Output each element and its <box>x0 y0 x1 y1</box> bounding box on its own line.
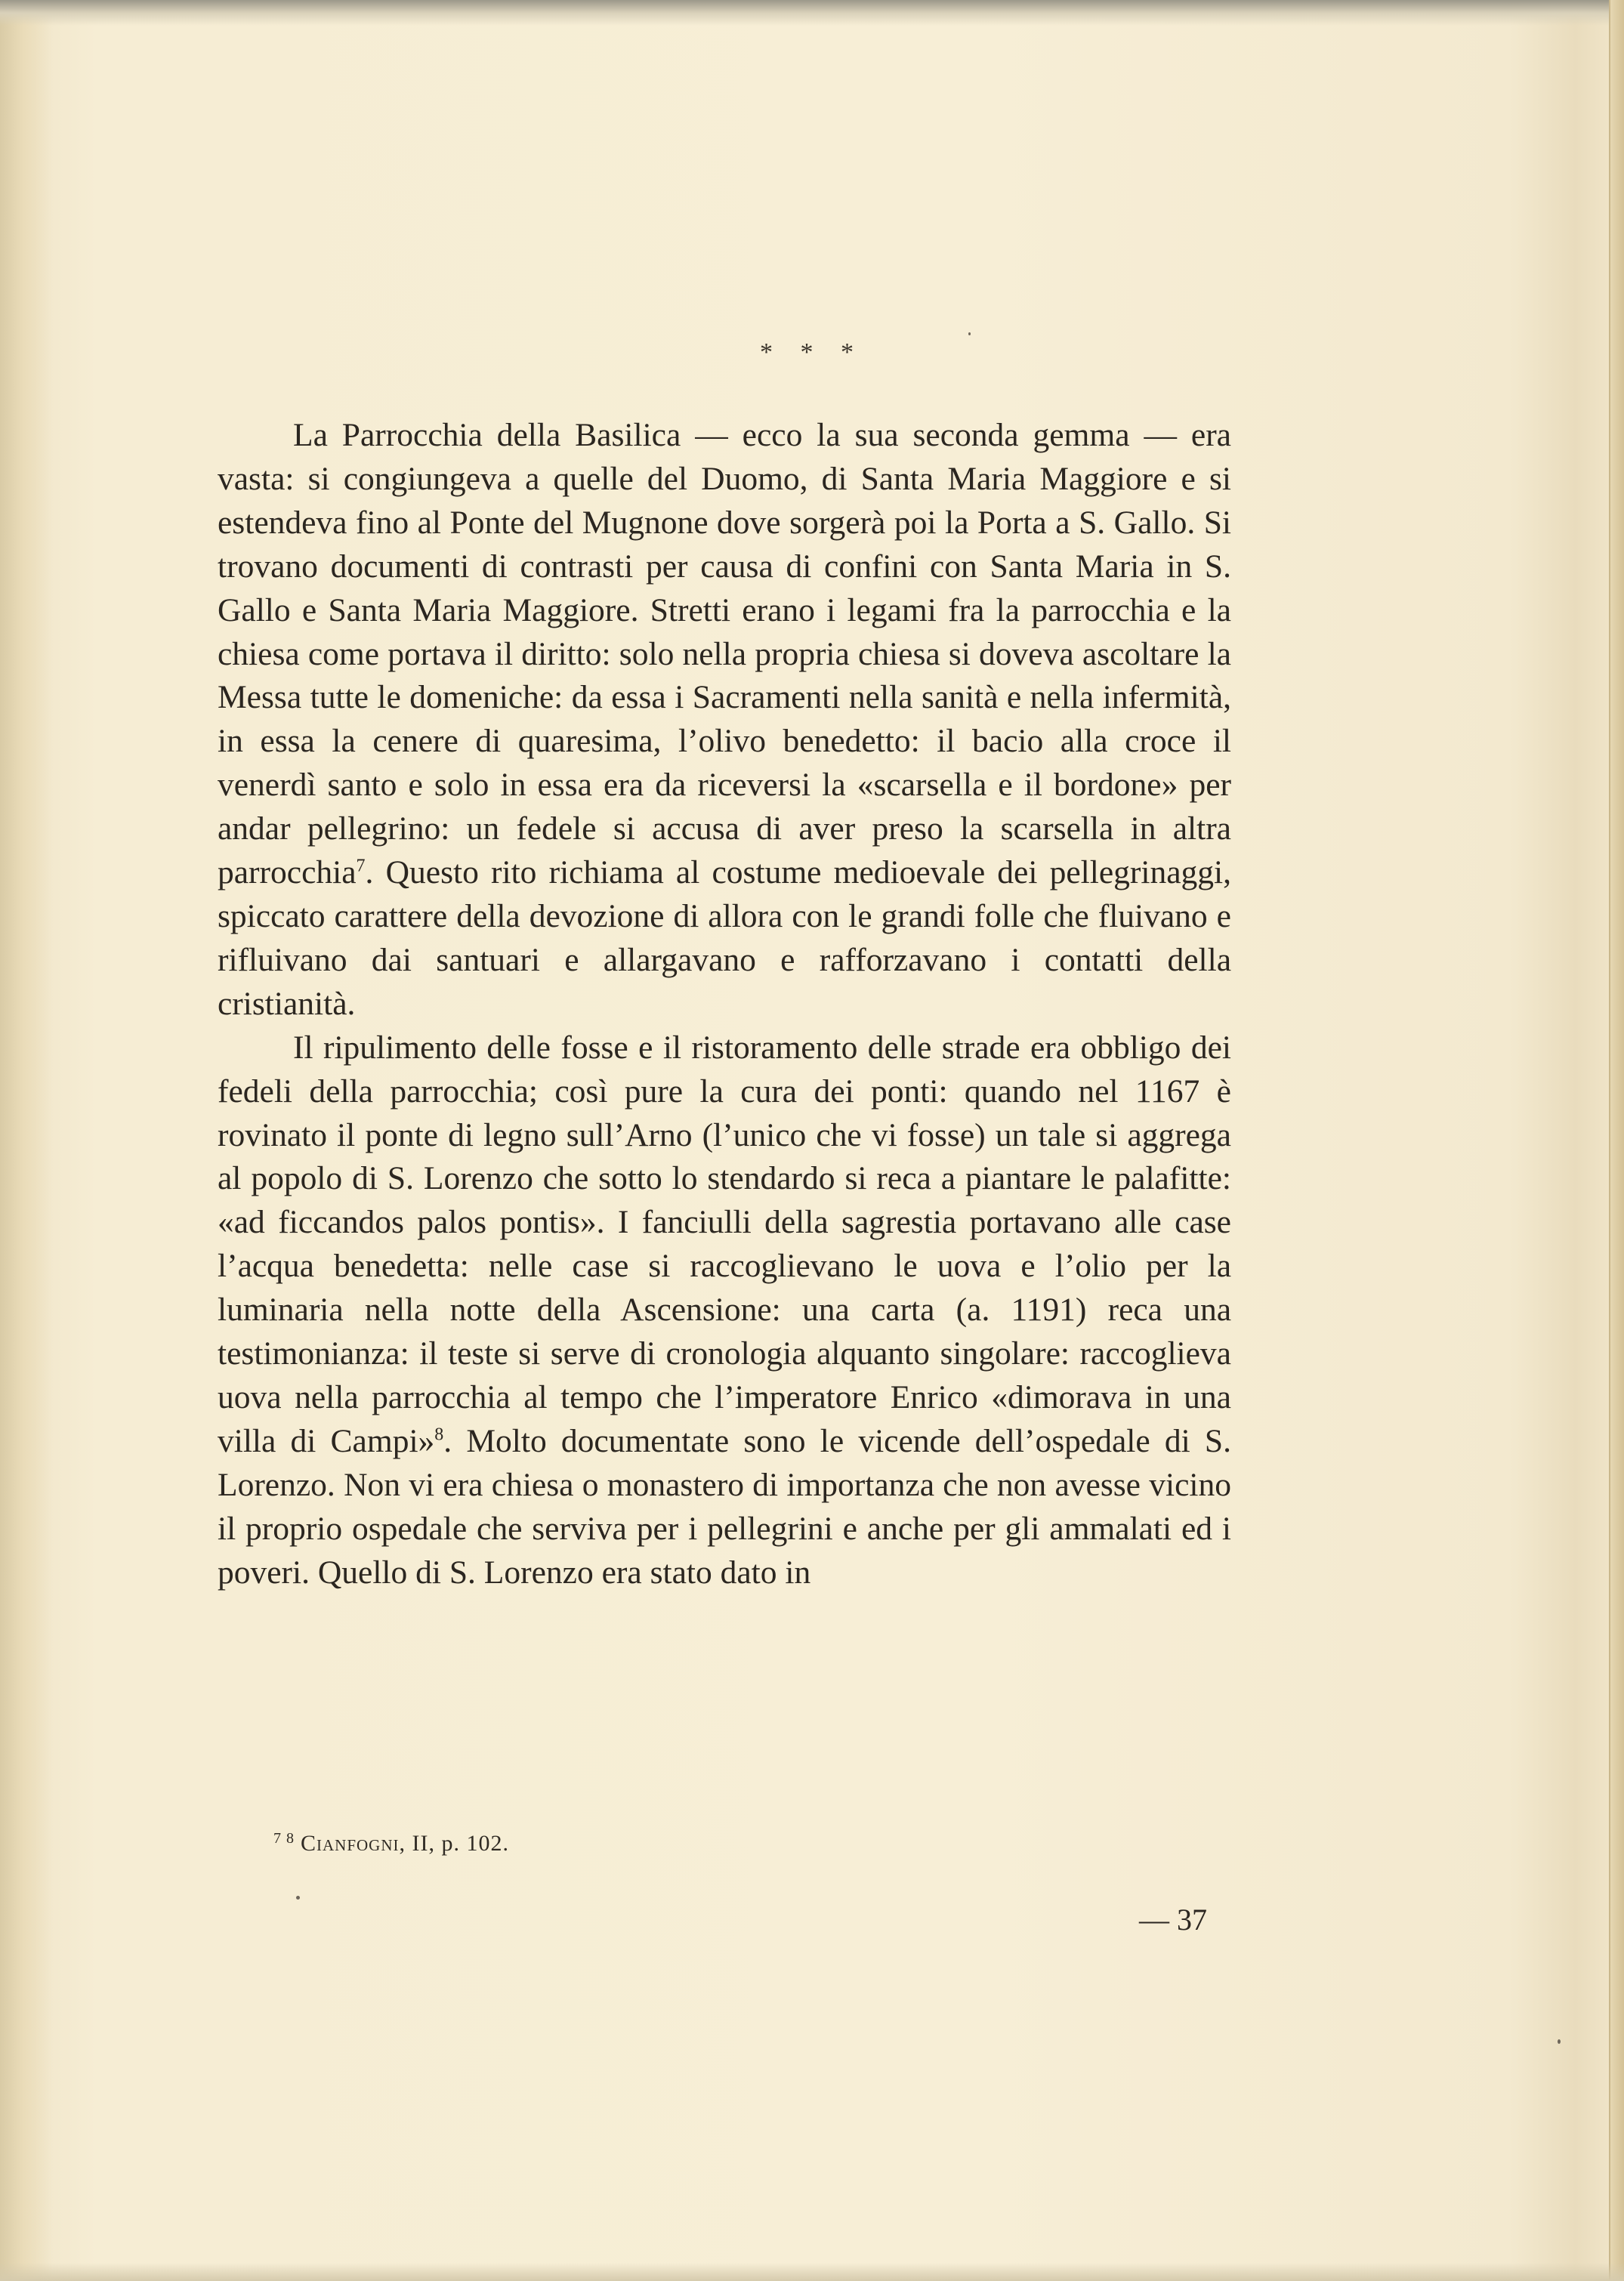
footnote-marks: 7 8 <box>273 1830 295 1847</box>
body-text <box>218 414 1231 1594</box>
paragraph-text-continued: . Molto documentate sono le vicende dell’ospedale di S. Lorenzo. Non vi era chiesa o monastero di importanza che non avesse vicino il proprio ospedale che serviva per i pellegrini e anche per gli ammalati ed i poveri. Quello di S. Lorenzo era stato dato in <box>218 1422 1231 1591</box>
paper-speck <box>968 332 971 335</box>
paragraph-text: La Parrocchia della Basilica — ecco la sua seconda gemma — era vasta: si congiungeva a quelle del Duomo, di Santa Maria Maggiore e si estendeva fino al Ponte del Mugnone dove sorgerà poi la Porta a S. Gallo. Si trovano documenti di contrasti per causa di confini con Santa Maria in S. Gallo e Santa Maria Maggiore. Stretti erano i legami fra la parrocchia e la chiesa come portava il diritto: solo nella propria chiesa si doveva ascoltare la Messa tutte le domeniche: da essa i Sacramenti nella sanità e nella infermità, in essa la cenere di quaresima, l’olivo benedetto: il bacio alla croce il venerdì santo e solo in essa era da riceversi la «scarsella e il bordone» per andar pellegrino: un fedele si accusa di aver preso la scarsella in altra parrocchia <box>218 417 1231 891</box>
paragraph <box>218 1026 1231 1595</box>
page-number: — 37 <box>1139 1903 1207 1937</box>
footnote-reference-text: , II, p. 102. <box>399 1831 509 1856</box>
paper-speck <box>1558 2039 1561 2044</box>
paragraph-text-continued: . Questo rito richiama al costume medioevale dei pellegrinaggi, spiccato carattere della devozione di allora con le grandi folle che fluivano e rifluivano dai santuari e allargavano e rafforzavano i contatti della cristianità. <box>218 854 1231 1022</box>
paper-speck <box>296 1896 300 1900</box>
footnote-reference: 8 <box>434 1424 444 1445</box>
footnote-reference: 7 <box>356 856 366 876</box>
paragraph <box>218 414 1231 1026</box>
footnote <box>273 1830 509 1857</box>
section-divider: * * * <box>760 338 864 366</box>
paragraph-text: Il ripulimento delle fosse e il ristoramento delle strade era obbligo dei fedeli della parrocchia; così pure la cura dei ponti: quando nel 1167 è rovinato il ponte di legno sull’Arno (l’unico che vi fosse) un tale si aggrega al popolo di S. Lorenzo che sotto lo stendardo si reca a piantare le palafitte: «ad ficcandos palos pontis». I fanciulli della sagrestia portavano alle case l’acqua benedetta: nelle case si raccoglievano le uova e l’olio per la luminaria nella notte della Ascensione: una carta (a. 1191) reca una testimonianza: il teste si serve di cronologia alquanto singolare: raccoglieva uova nella parrocchia al tempo che l’imperatore Enrico «dimorava in una villa di Campi» <box>218 1029 1231 1459</box>
footnote-author: Cianfogni <box>301 1831 400 1856</box>
page-bottom-edge <box>0 2263 1624 2281</box>
page-top-edge <box>0 0 1624 26</box>
